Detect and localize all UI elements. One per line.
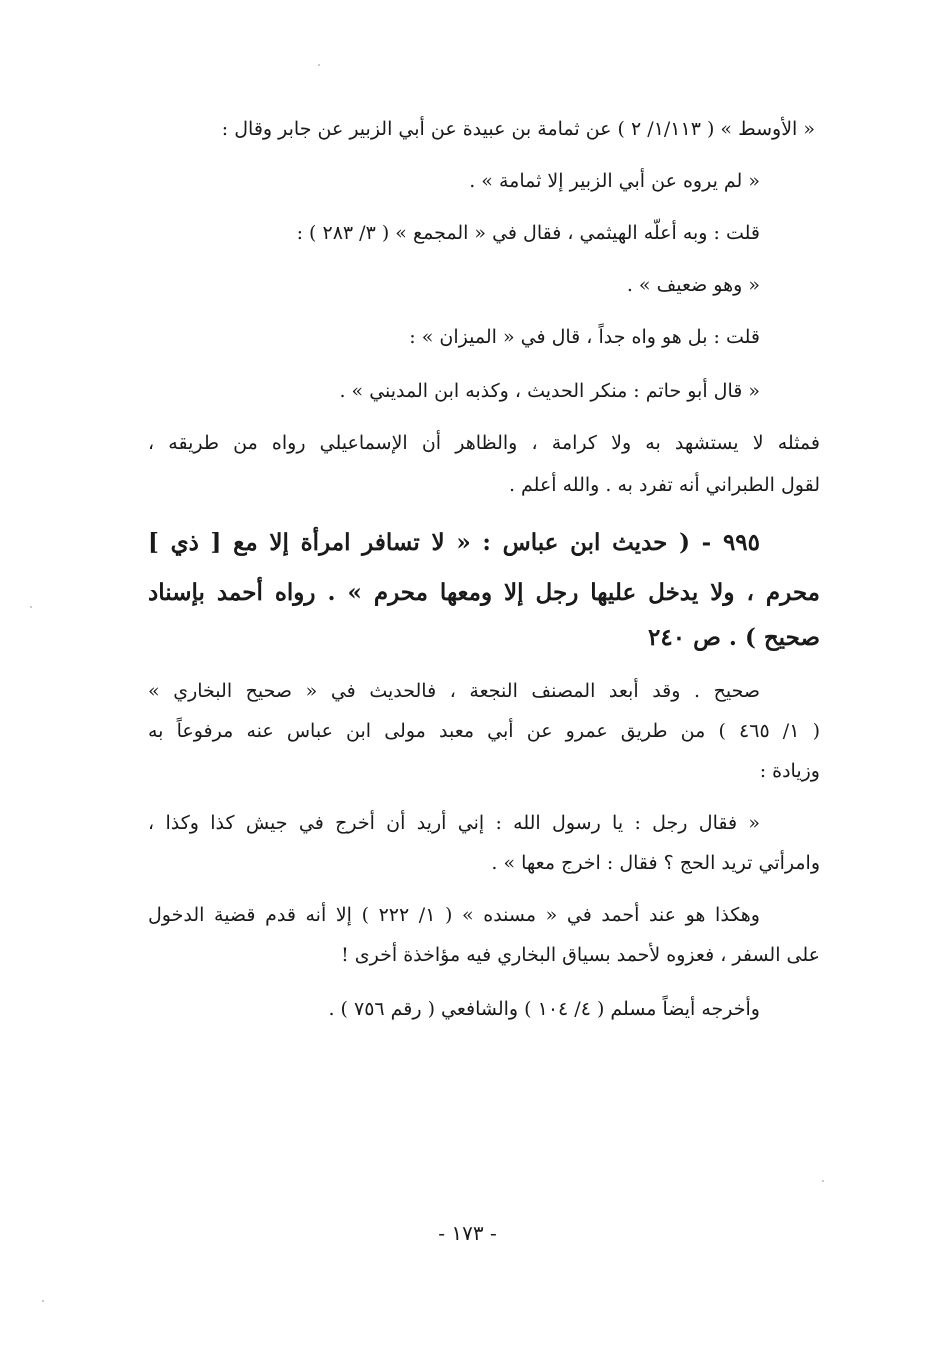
text-line: قلت : وبه أعلّه الهيثمي ، فقال في « المجمع » ( ٣/ ٢٨٣ ) : bbox=[296, 222, 760, 244]
text-line: لقول الطبراني أنه تفرد به . والله أعلم . bbox=[508, 474, 820, 496]
text-line: « قال أبو حاتم : منكر الحديث ، وكذبه ابن المديني » . bbox=[339, 380, 760, 402]
hadith-heading-line: محرم ، ولا يدخل عليها رجل إلا ومعها محرم » . رواه أحمد بإسناد bbox=[148, 579, 820, 606]
text-line: قلت : بل هو واه جداً ، قال في « الميزان » : bbox=[409, 326, 760, 348]
scan-speck bbox=[822, 1180, 824, 1182]
scan-speck bbox=[318, 64, 320, 66]
text-line: وهكذا هو عند أحمد في « مسنده » ( ١/ ٢٢٢ ) إلا أنه قدم قضية الدخول bbox=[148, 904, 760, 926]
text-line: صحيح . وقد أبعد المصنف النجعة ، فالحديث في « صحيح البخاري » bbox=[148, 680, 760, 702]
scan-speck bbox=[30, 606, 32, 608]
text-line: وزيادة : bbox=[759, 760, 820, 782]
text-line: وامرأتي تريد الحج ؟ فقال : اخرج معها » . bbox=[491, 852, 820, 874]
text-line: وأخرجه أيضاً مسلم ( ٤/ ١٠٤ ) والشافعي ( رقم ٧٥٦ ) . bbox=[328, 998, 760, 1020]
hadith-heading-line: ٩٩٥ - ( حديث ابن عباس : « لا تسافر امرأة إلا مع [ ذي ] bbox=[148, 529, 760, 556]
text-line: « لم يروه عن أبي الزبير إلا ثمامة » . bbox=[469, 170, 760, 192]
text-line: على السفر ، فعزوه لأحمد بسياق البخاري فيه مؤاخذة أخرى ! bbox=[341, 944, 820, 966]
text-line: فمثله لا يستشهد به ولا كرامة ، والظاهر أن الإسماعيلي رواه من طريقه ، bbox=[148, 432, 820, 454]
hadith-heading-line: صحيح ) . ص ٢٤٠ bbox=[648, 624, 820, 651]
text-line: « فقال رجل : يا رسول الله : إني أريد أن أخرج في جيش كذا وكذا ، bbox=[148, 812, 760, 834]
text-line: « الأوسط » ( ١/١١٣/ ٢ ) عن ثمامة بن عبيدة عن أبي الزبير عن جابر وقال : bbox=[221, 118, 815, 140]
text-line: « وهو ضعيف » . bbox=[626, 274, 760, 296]
page-number: - ١٧٣ - bbox=[438, 1221, 497, 1245]
scan-speck bbox=[42, 1300, 44, 1302]
text-line: ( ١/ ٤٦٥ ) من طريق عمرو عن أبي معبد مولى ابن عباس عنه مرفوعاً به bbox=[148, 720, 820, 742]
